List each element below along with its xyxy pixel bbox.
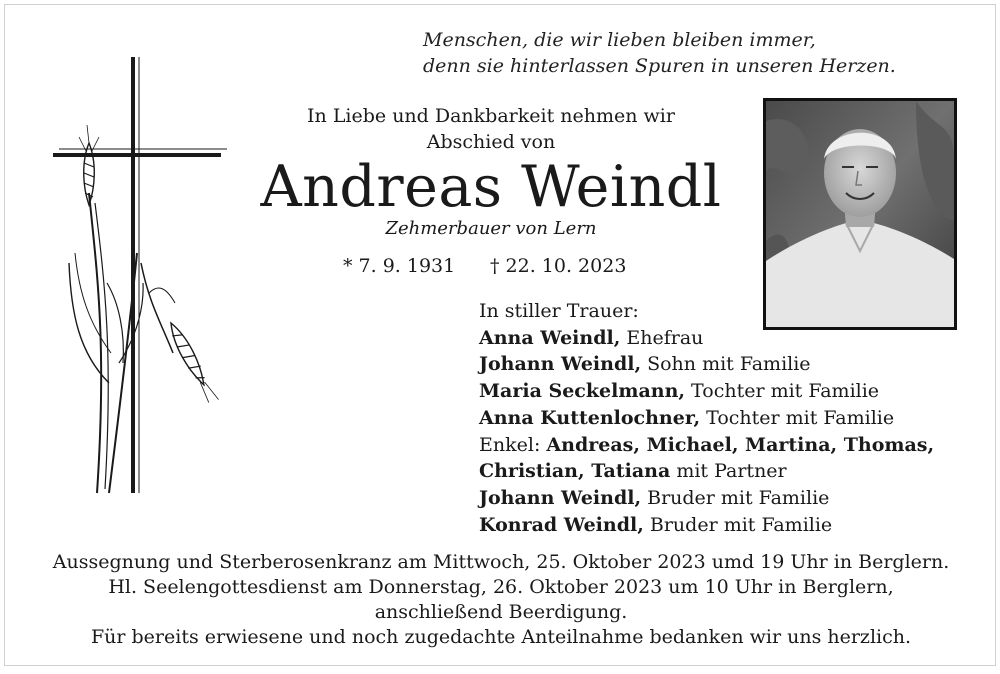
list-item [479, 512, 989, 539]
footer-line: anschließend Beerdigung. [374, 601, 628, 623]
mourner-relation: Sohn mit Familie [641, 353, 811, 376]
mourner-relation: Bruder mit Familie [643, 513, 833, 536]
grandchildren-row [479, 458, 989, 485]
list-item [479, 378, 989, 405]
birth-date: * 7. 9. 1931 [343, 255, 456, 277]
footer-line: Hl. Seelengottesdienst am Donnerstag, 26. Oktober 2023 um 10 Uhr in Berglern, [108, 576, 894, 598]
mourners-heading: In stiller Trauer: [479, 300, 639, 322]
mourners-list [479, 298, 989, 538]
obituary-notice [4, 4, 996, 666]
mourner-name: Anna Weindl, [479, 326, 621, 349]
deceased-name: Andreas Weindl [260, 154, 722, 220]
list-item [479, 325, 989, 352]
grandchildren-row [479, 432, 989, 459]
mourner-name: Johann Weindl, [479, 486, 642, 509]
quote-line: denn sie hinterlassen Spuren in unseren Herzen. [423, 55, 896, 77]
intro-text [261, 103, 721, 155]
mourner-relation: Ehefrau [620, 326, 704, 349]
intro-line: Abschied von [426, 131, 556, 153]
quote-line: Menschen, die wir lieben bleiben immer, [423, 29, 816, 51]
list-item [479, 351, 989, 378]
footer-line: Aussegnung und Sterberosenkranz am Mittwoch, 25. Oktober 2023 umd 19 Uhr in Berglern. [52, 551, 950, 573]
footer-line: Für bereits erwiesene und noch zugedachte Anteilnahme bedanken wir uns herzlich. [90, 626, 912, 648]
list-item [479, 405, 989, 432]
memorial-quote [423, 27, 983, 79]
mourner-relation: Tochter mit Familie [685, 380, 880, 403]
mourner-name: Johann Weindl, [479, 353, 642, 376]
grandchildren-names: Andreas, Michael, Martina, Thomas, [546, 433, 935, 456]
portrait-image [766, 101, 954, 327]
intro-line: In Liebe und Dankbarkeit nehmen wir [307, 105, 675, 127]
mourner-name: Konrad Weindl, [479, 513, 644, 536]
service-details [25, 550, 977, 650]
mourner-name: Anna Kuttenlochner, [479, 406, 701, 429]
mourner-relation: Bruder mit Familie [641, 486, 830, 509]
portrait-photo [763, 98, 957, 330]
mourner-name: Maria Seckelmann, [479, 380, 686, 403]
mourner-relation: Tochter mit Familie [700, 406, 895, 429]
grandchildren-suffix: mit Partner [670, 460, 787, 483]
grandchildren-names: Christian, Tatiana [479, 460, 671, 483]
death-date: † 22. 10. 2023 [490, 255, 627, 277]
grandchildren-label: Enkel: [479, 433, 547, 456]
list-item [479, 485, 989, 512]
cross-with-wheat-icon [49, 53, 239, 503]
deceased-subtitle: Zehmerbauer von Lern [385, 218, 597, 239]
